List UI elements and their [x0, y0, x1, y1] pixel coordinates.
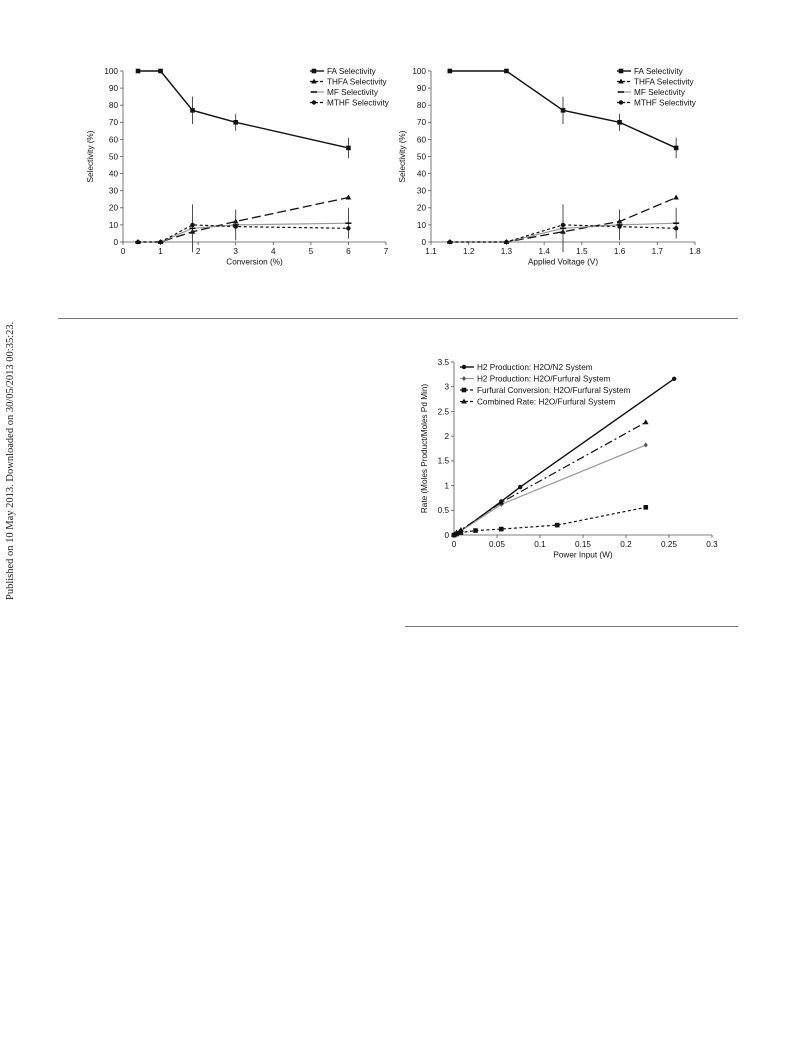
- x-axis-label: Applied Voltage (V): [527, 257, 599, 267]
- series-line: [454, 422, 646, 535]
- publication-sidebar: [3, 310, 19, 610]
- series-3: [136, 223, 351, 245]
- data-point: [643, 505, 648, 510]
- y-tick-label: 0: [113, 237, 118, 247]
- legend-marker: [462, 376, 466, 381]
- y-tick-label: 50: [108, 152, 118, 162]
- data-point: [673, 195, 679, 200]
- x-tick-label: 4: [271, 247, 276, 257]
- x-tick-label: 1.6: [613, 247, 626, 257]
- legend-label: Furfural Conversion: H2O/Furfural System: [477, 385, 631, 395]
- figure-divider-bottom: [405, 626, 738, 627]
- legend-label: FA Selectivity: [327, 66, 376, 76]
- data-point: [190, 223, 194, 227]
- y-tick-label: 40: [416, 169, 426, 179]
- legend-label: MF Selectivity: [634, 87, 685, 97]
- y-tick-label: 60: [416, 135, 426, 145]
- legend: [460, 363, 631, 407]
- y-axis-label: Selectivity (%): [398, 130, 407, 183]
- legend-label: MTHF Selectivity: [634, 98, 696, 108]
- data-point: [643, 419, 649, 424]
- x-tick-label: 3: [233, 247, 238, 257]
- data-point: [504, 69, 509, 74]
- x-tick-label: 1.4: [538, 247, 550, 257]
- series-line: [138, 198, 348, 242]
- selectivity-vs-conversion-chart: [80, 60, 400, 280]
- data-point: [448, 69, 453, 74]
- data-point: [136, 240, 140, 244]
- y-tick-label: 0: [444, 530, 449, 540]
- data-point: [233, 120, 238, 125]
- data-point: [674, 146, 679, 151]
- data-point: [346, 195, 352, 200]
- y-tick-label: 70: [108, 118, 118, 128]
- legend-marker: [462, 365, 466, 369]
- y-tick-label: 10: [108, 220, 118, 230]
- legend-label: MF Selectivity: [327, 87, 378, 97]
- series-2: [135, 204, 351, 252]
- published-date-text: Published on 10 May 2013. Downloaded on 30/05/2013 00:35:23.: [5, 321, 16, 600]
- legend-marker: [462, 388, 467, 393]
- y-tick-label: 30: [108, 186, 118, 196]
- legend-label: THFA Selectivity: [634, 77, 694, 87]
- x-tick-label: 1.3: [500, 247, 513, 257]
- data-point: [561, 108, 566, 113]
- x-tick-label: 0.15: [575, 540, 591, 550]
- data-point: [158, 240, 162, 244]
- y-tick-label: 0: [421, 237, 426, 247]
- data-point: [448, 240, 452, 244]
- x-axis-label: Conversion (%): [226, 257, 283, 267]
- legend-marker: [312, 100, 316, 104]
- legend-label: MTHF Selectivity: [327, 98, 389, 108]
- legend-label: H2 Production: H2O/N2 System: [477, 362, 593, 372]
- y-tick-label: 3.5: [437, 357, 449, 367]
- x-tick-label: 0.25: [661, 540, 677, 550]
- data-point: [136, 69, 141, 74]
- y-tick-label: 50: [416, 152, 426, 162]
- legend-label: THFA Selectivity: [327, 77, 387, 87]
- y-tick-label: 40: [108, 169, 118, 179]
- y-tick-label: 1.5: [437, 456, 449, 466]
- data-point: [504, 240, 508, 244]
- x-tick-label: 5: [308, 247, 314, 257]
- x-tick-label: 0.2: [620, 540, 632, 550]
- x-tick-label: 1: [158, 247, 163, 257]
- legend: [617, 67, 697, 107]
- x-tick-label: 7: [383, 247, 389, 257]
- series-2: [452, 505, 648, 537]
- x-tick-label: 0.05: [489, 540, 505, 550]
- chart-svg: [80, 60, 400, 280]
- x-tick-label: 6: [346, 247, 351, 257]
- legend: [310, 67, 390, 107]
- y-tick-label: 80: [108, 101, 118, 111]
- series-3: [451, 419, 648, 537]
- data-point: [473, 528, 478, 533]
- y-tick-label: 60: [108, 135, 118, 145]
- y-tick-label: 90: [416, 83, 426, 93]
- y-tick-label: 100: [104, 66, 118, 76]
- x-tick-label: 1.1: [425, 247, 437, 257]
- series-line: [454, 507, 646, 535]
- x-tick-label: 1.5: [576, 247, 588, 257]
- legend-label: H2 Production: H2O/Furfural System: [477, 374, 611, 384]
- series-0: [136, 69, 351, 159]
- x-tick-label: 2: [195, 247, 201, 257]
- y-tick-label: 90: [108, 83, 118, 93]
- legend-label: Combined Rate: H2O/Furfural System: [477, 397, 616, 407]
- x-axis-label: Power Input (W): [553, 550, 613, 560]
- chart-svg: [392, 60, 712, 280]
- figure-divider-top: [58, 318, 738, 319]
- x-tick-label: 0.3: [706, 540, 718, 550]
- selectivity-vs-voltage-chart: [392, 60, 712, 280]
- data-point: [518, 485, 522, 489]
- x-tick-label: 1.7: [651, 247, 663, 257]
- x-tick-label: 0: [120, 247, 126, 257]
- y-tick-label: 80: [416, 101, 426, 111]
- data-point: [555, 523, 560, 528]
- chart-svg: [408, 350, 738, 580]
- x-tick-label: 1.2: [463, 247, 475, 257]
- y-axis-label: Rate (Moles Product/Moles Pd Min): [420, 383, 429, 514]
- data-point: [499, 527, 504, 532]
- legend-marker: [312, 69, 317, 74]
- legend-marker: [619, 100, 623, 104]
- x-tick-label: 1.8: [689, 247, 701, 257]
- data-point: [617, 224, 621, 228]
- data-point: [346, 226, 350, 230]
- data-point: [617, 120, 622, 125]
- data-point: [190, 108, 195, 113]
- data-point: [346, 146, 351, 151]
- y-tick-label: 3: [444, 382, 449, 392]
- data-point: [674, 226, 678, 230]
- data-point: [672, 377, 676, 381]
- x-tick-label: 0: [451, 540, 457, 550]
- y-tick-label: 20: [416, 203, 426, 213]
- y-tick-label: 1: [444, 481, 449, 491]
- rate-vs-power-chart: [408, 350, 738, 580]
- series-1: [452, 443, 648, 538]
- data-point: [158, 69, 163, 74]
- y-axis-label: Selectivity (%): [86, 130, 95, 183]
- y-tick-label: 20: [108, 203, 118, 213]
- y-tick-label: 10: [416, 220, 426, 230]
- y-tick-label: 2: [444, 432, 449, 442]
- data-point: [644, 443, 648, 448]
- series-1: [135, 195, 351, 244]
- series-line: [138, 71, 348, 148]
- series-line: [454, 445, 646, 535]
- y-tick-label: 0.5: [437, 506, 449, 516]
- data-point: [561, 223, 565, 227]
- y-tick-label: 70: [416, 118, 426, 128]
- data-point: [234, 224, 238, 228]
- y-tick-label: 100: [412, 66, 426, 76]
- y-tick-label: 30: [416, 186, 426, 196]
- x-tick-label: 0.1: [534, 540, 546, 550]
- legend-marker: [619, 69, 624, 74]
- legend-label: FA Selectivity: [634, 66, 683, 76]
- y-tick-label: 2.5: [437, 407, 449, 417]
